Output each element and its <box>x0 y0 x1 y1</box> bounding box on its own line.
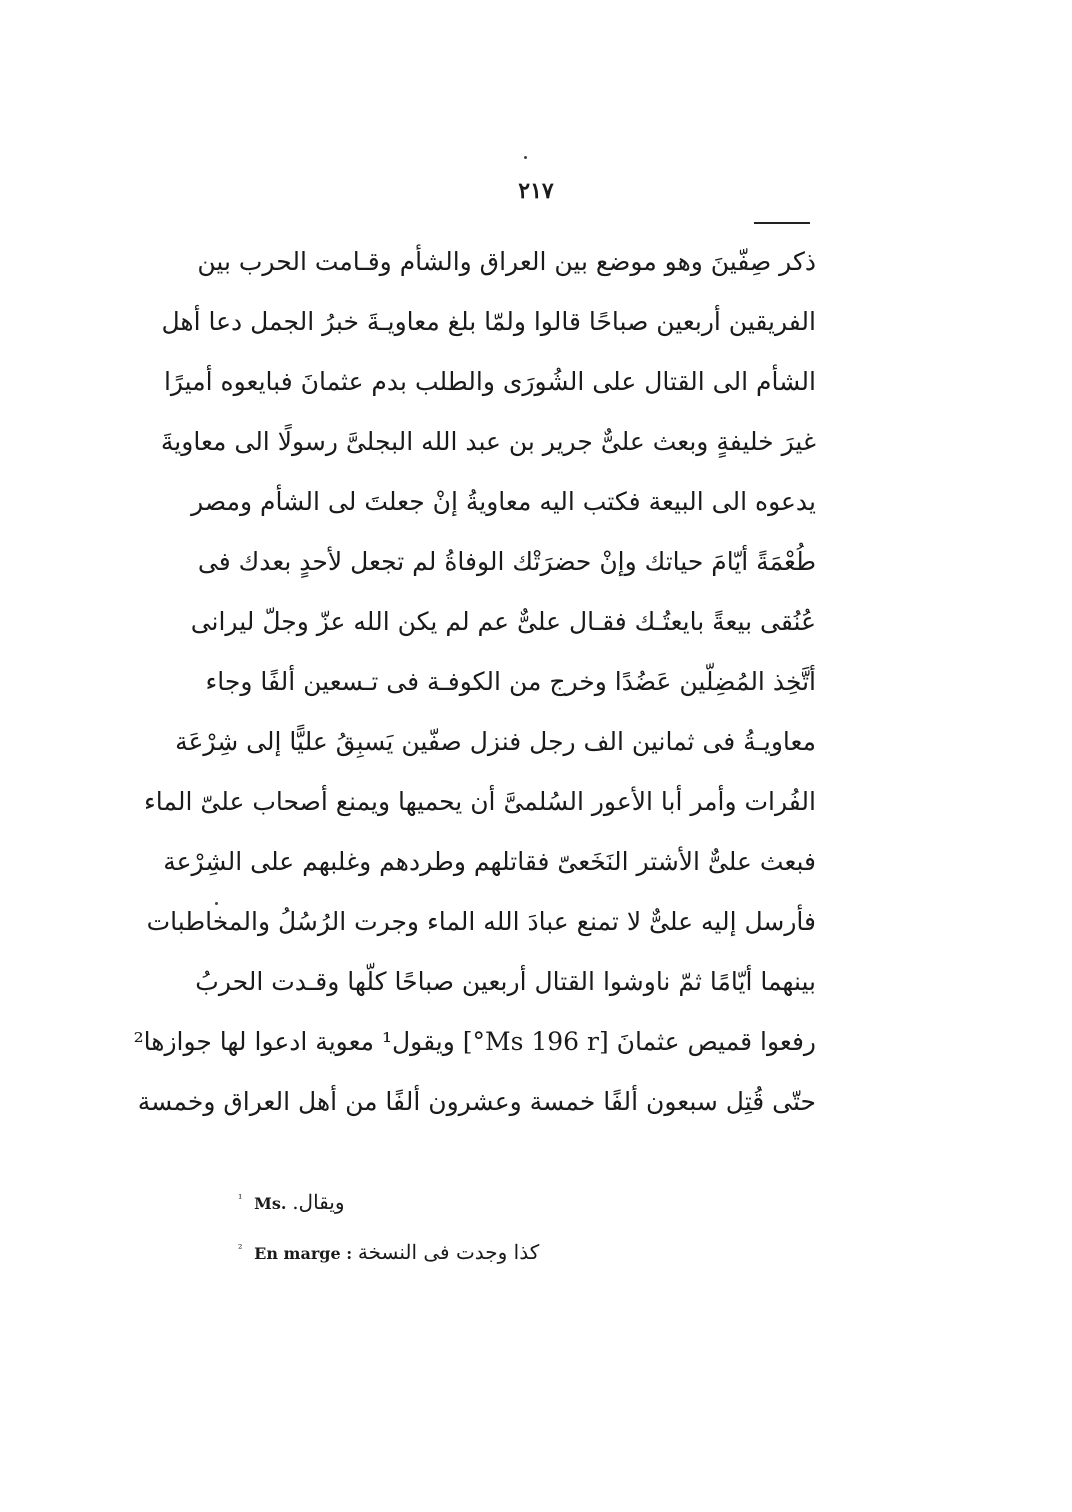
text-line: طُعْمَةً أيّامَ حياتك وإنْ حضرَتْك الوفاةُ لم تجعل لأحدٍ بعدك فى <box>197 547 816 576</box>
page-number: ٢١٧ <box>518 178 554 204</box>
footnote-arabic-text: كذا وجدت فى النسخة <box>357 1240 540 1264</box>
text-line: عُنُقى بيعةً بايعتُـك فقـال علىٌّ عم لم يكن الله عزّ وجلّ ليرانى <box>190 607 816 636</box>
footnote-arabic-text: ويقال. <box>292 1190 345 1214</box>
footnote <box>238 1224 598 1274</box>
text-line: يدعوه الى البيعة فكتب اليه معاويةُ إنْ جعلتَ لى الشأم ومصر <box>191 487 816 516</box>
header-rule <box>754 222 810 224</box>
text-line: ذكر صِفّينَ وهو موضع بين العراق والشأم وقـامت الحرب بين <box>197 247 816 276</box>
footnote-mark: ¹ <box>238 1192 243 1205</box>
text-line: الفريقين أربعين صباحًا قالوا ولمّا بلغ معاويـةَ خبرُ الجمل دعا أهل <box>161 307 816 336</box>
body-text <box>133 232 816 1132</box>
text-line: أتَّخِذ المُضِلّين عَضُدًا وخرج من الكوفـة فى تـسعين ألفًا وجاء <box>205 667 816 696</box>
text-line: فأرسل إليه علىٌّ لا تمنع عبادَ الله الماء وجرت الرُسُلُ والمخاطبات <box>146 907 816 936</box>
text-line: معاويـةُ فى ثمانين الف رجل فنزل صفّين يَسبِقُ عليًّا إلى شِرْعَة <box>175 727 816 756</box>
text-line: بينهما أيّامًا ثمّ ناوشوا القتال أربعين صباحًا كلّها وقـدت الحربُ <box>195 967 816 996</box>
text-line: رفعوا قميص عثمانَ [Ms 196 r°] ويقول¹ معوية ادعوا لها جوازها² <box>133 1027 816 1056</box>
text-line: حتّى قُتِل سبعون ألفًا خمسة وعشرون ألفًا من أهل العراق وخمسة <box>137 1087 816 1116</box>
footnotes <box>238 1174 598 1274</box>
footnote-mark: ² <box>238 1242 243 1255</box>
footnote-label: Ms. <box>254 1194 287 1213</box>
text-line: الشأم الى القتال على الشُورَى والطلب بدم عثمانَ فبايعوه أميرًا <box>163 367 816 396</box>
scan-speck <box>524 156 527 159</box>
text-line: فبعث علىٌّ الأشتر النَخَعىّ فقاتلهم وطردهم وغلبهم على الشِرْعة <box>163 847 816 876</box>
footnote-label: En marge : <box>254 1244 353 1263</box>
footnote <box>238 1174 598 1224</box>
scan-speck <box>215 902 218 905</box>
text-line: الفُرات وأمر أبا الأعور السُلمىَّ أن يحميها ويمنع أصحاب علىّ الماء <box>144 787 816 816</box>
text-line: غيرَ خليفةٍ وبعث علىٌّ جرير بن عبد الله البجلىَّ رسولًا الى معاويةَ <box>160 427 816 456</box>
